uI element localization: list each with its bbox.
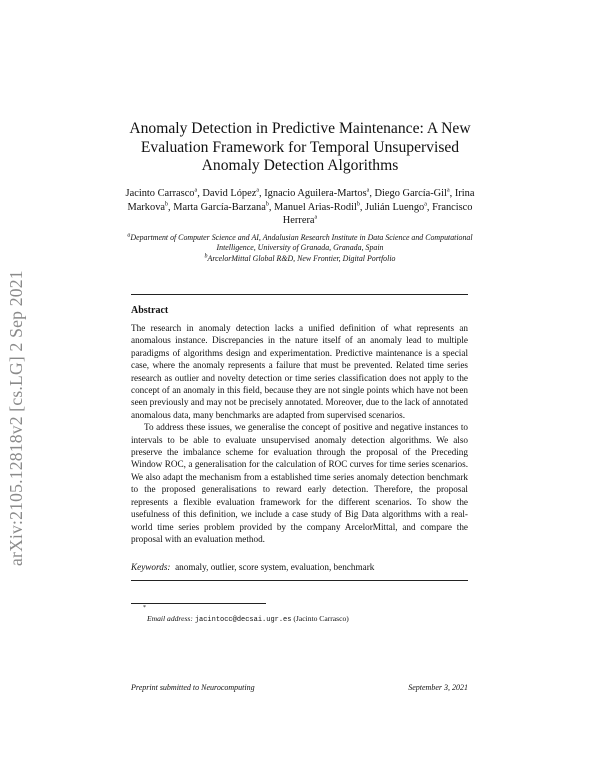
footer-date: September 3, 2021 <box>408 683 468 692</box>
footnote-label: Email address: <box>147 614 193 623</box>
author-affiliation-mark: a <box>424 201 427 208</box>
footnote <box>147 614 349 625</box>
author-affiliation-mark: b <box>165 201 169 208</box>
keywords-label: Keywords: <box>131 562 171 572</box>
abstract-body <box>131 322 468 545</box>
author-name: Jacinto Carrasco <box>125 188 195 199</box>
author-list: Jacinto Carrasco$^a$, David López$^a$, Ignacio Aguilera-Martos$^a$, Diego García-Gil$^a$, Irina Markova$^b$, Marta García-Barzana$^b$, Manuel Arias-Rodil$^b$, Julián Luengo$^a$, Francisco Herrera$^a$ <box>125 187 475 227</box>
author-name: Ignacio Aguilera-Martos <box>264 188 367 199</box>
author-name: Manuel Arias-Rodil <box>274 201 357 213</box>
keywords-text: anomaly, outlier, score system, evaluation, benchmark <box>175 562 375 572</box>
author-affiliation-mark: a <box>256 187 260 194</box>
author-name: David López <box>202 188 257 199</box>
author-affiliation-mark: a <box>194 187 198 194</box>
author-name: Diego García-Gil <box>374 188 447 199</box>
author-name: Irina Markova <box>127 188 475 213</box>
affiliation-item <box>120 233 480 254</box>
abstract-paragraph: To address these issues, we generalise the concept of positive and negative instances to intervals to be able to evaluate unsupervised anomaly detection algorithms. We also preserve the imbalance scheme for evaluation through the proposal of the Preceding Window ROC, a generalisation for the calculation of ROC curves for time series scenarios. We also adapt the mechanism from a established time series anomaly detection benchmark to the proposed generalisations to reward early detection. Therefore, the proposal represents a flexible evaluation framework for the different scenarios. To show the usefulness of this definition, we include a case study of Big Data algorithms with a real-world time series problem provided by the company ArcelorMittal, and compare the proposal with an evaluation method. <box>131 422 468 544</box>
footer-submission-note: Preprint submitted to Neurocomputing <box>131 683 255 692</box>
keywords-line <box>131 561 468 573</box>
affiliation-text: Department of Computer Science and AI, Andalusian Research Institute in Data Science and Computational Intelligence, University of Granada, Granada, Spain <box>130 233 473 253</box>
abstract-heading: Abstract <box>131 305 169 316</box>
arxiv-identifier-stamp: arXiv:2105.12818v2 [cs.LG] 2 Sep 2021 <box>6 270 26 566</box>
abstract-top-rule <box>131 294 468 295</box>
affiliation-mark: b <box>204 253 208 260</box>
affiliation-list <box>120 233 480 264</box>
author-affiliation-mark: a <box>366 187 370 194</box>
abstract-paragraph: The research in anomaly detection lacks a unified definition of what represents an anomalous instance. Discrepancies in the nature itself of an anomaly lead to multiple paradigms of algorithms design and experimentation. Predictive maintenance is a special case, where the anomaly represents a failure that must be prevented. Related time series research as outlier and novelty detection or time series classification does not apply to the concept of an anomaly in this field, because they are not single points which have not been seen previously and may not be precisely annotated. Moreover, due to the lack of annotated anomalous data, many benchmarks are adapted from supervised scenarios. <box>131 323 468 420</box>
affiliation-mark: a <box>127 232 131 239</box>
footnote-owner: (Jacinto Carrasco) <box>293 614 349 623</box>
author-name: Marta García-Barzana <box>173 201 266 213</box>
author-name: Julián Luengo <box>365 201 425 213</box>
author-affiliation-mark: a <box>446 187 450 194</box>
author-affiliation-mark: a <box>314 214 318 221</box>
author-affiliation-mark: b <box>356 201 360 208</box>
paper-title: Anomaly Detection in Predictive Maintenance: A New Evaluation Framework for Temporal Unsupervised Anomaly Detection Algorithms <box>129 120 471 175</box>
author-name: Francisco Herrera <box>282 201 473 227</box>
author-affiliation-mark: b <box>265 201 269 208</box>
footnote-rule <box>131 603 266 604</box>
affiliation-item <box>120 254 480 264</box>
abstract-bottom-rule <box>131 580 468 581</box>
affiliation-text: ArcelorMittal Global R&D, New Frontier, Digital Portfolio <box>207 253 396 263</box>
footnote-mark: * <box>143 605 146 611</box>
footnote-email[interactable]: jacintocc@decsai.ugr.es <box>194 616 292 624</box>
